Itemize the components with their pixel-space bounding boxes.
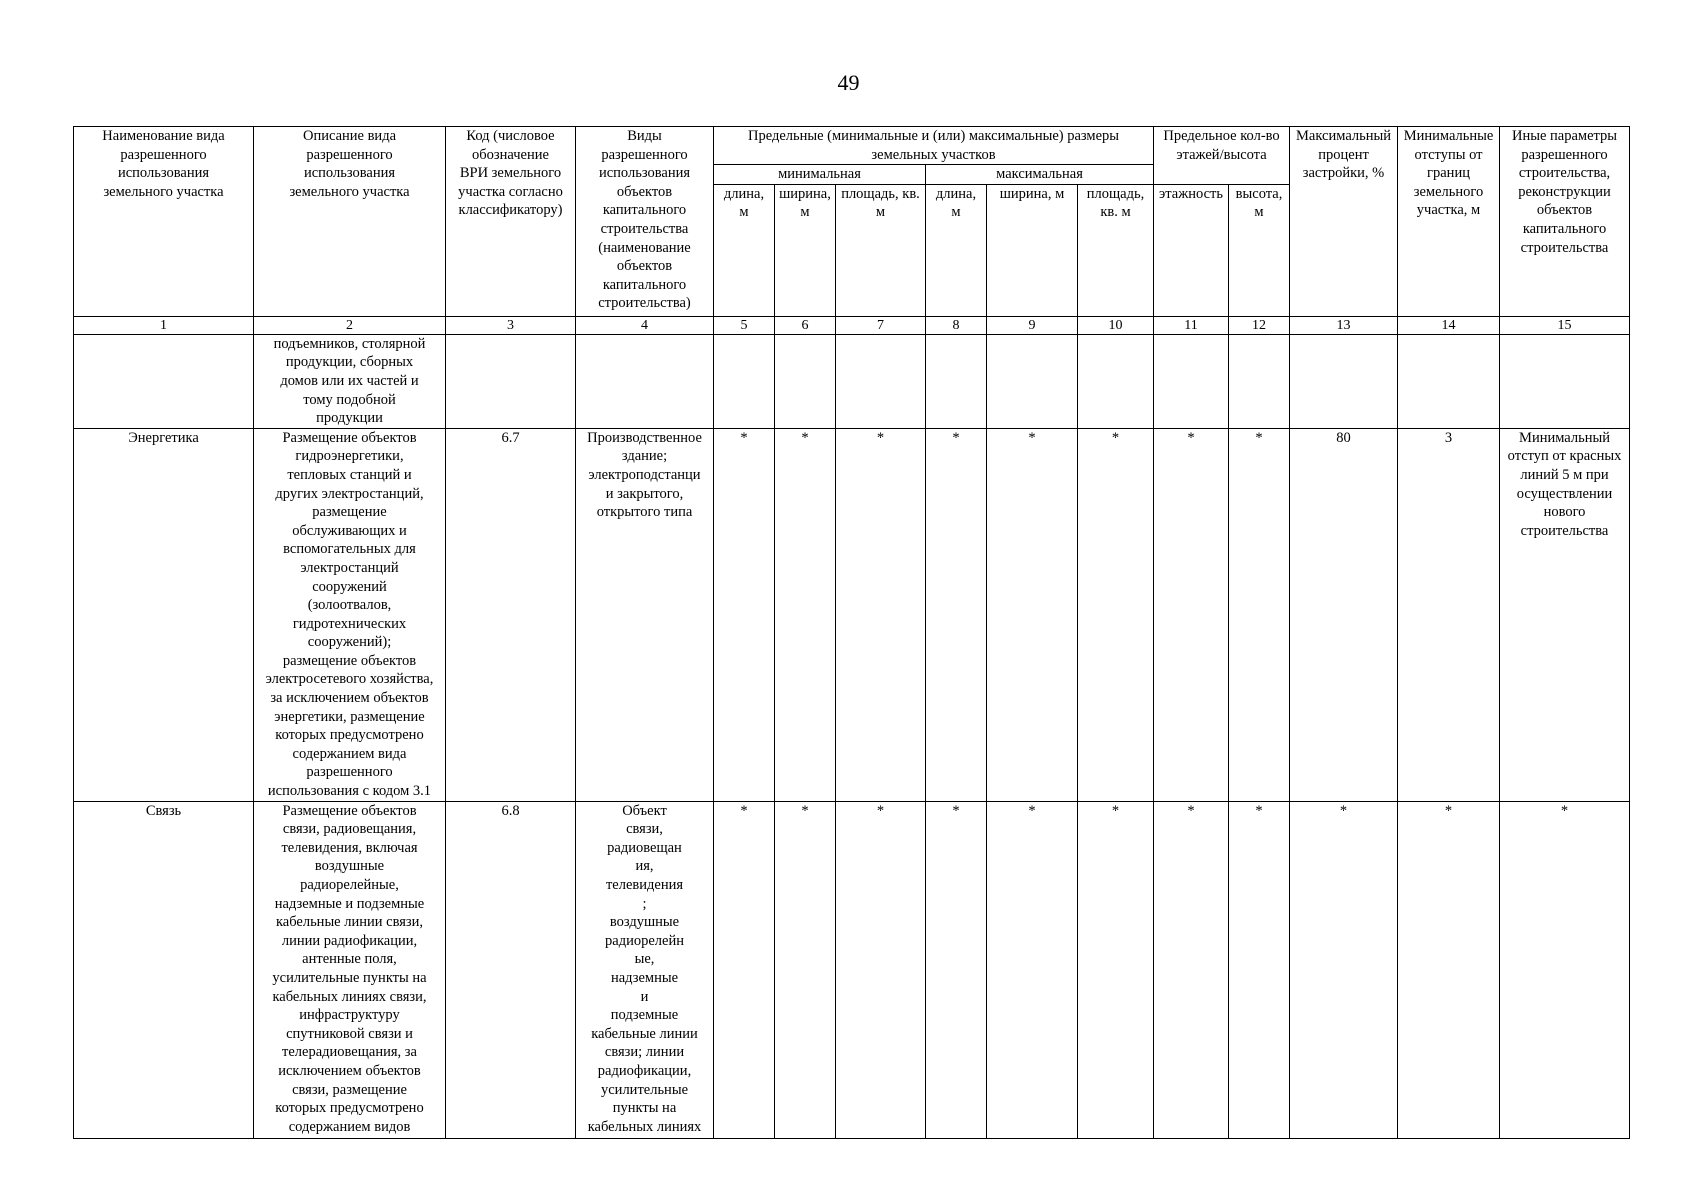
cell-min-area: *: [836, 428, 926, 801]
cell-floors: [1154, 334, 1229, 428]
cell-construction-types: [576, 334, 714, 428]
cell-max-coverage: 80: [1290, 428, 1398, 801]
column-number-row: [74, 316, 1630, 334]
column-number: 13: [1290, 316, 1398, 334]
cell-construction-types: Производственное здание; электроподстанци и закрытого, открытого типа: [576, 428, 714, 801]
cell-code: 6.8: [446, 801, 576, 1138]
cell-min-length: *: [714, 428, 775, 801]
header-floors: этажность: [1154, 184, 1229, 316]
header-maximum: максимальная: [926, 165, 1154, 185]
column-number: 15: [1500, 316, 1630, 334]
column-number: 14: [1398, 316, 1500, 334]
cell-other-parameters: Минимальный отступ от красных линий 5 м при осуществлении нового строительства: [1500, 428, 1630, 801]
table-row-svyaz: [74, 801, 1630, 1138]
cell-min-width: *: [775, 428, 836, 801]
cell-use-name: [74, 334, 254, 428]
cell-other-parameters: [1500, 334, 1630, 428]
cell-min-setbacks: 3: [1398, 428, 1500, 801]
cell-code: 6.7: [446, 428, 576, 801]
column-number: 4: [576, 316, 714, 334]
cell-min-area: *: [836, 801, 926, 1138]
column-number: 12: [1229, 316, 1290, 334]
header-min-area: площадь, кв. м: [836, 184, 926, 316]
cell-height: *: [1229, 801, 1290, 1138]
column-number: 9: [987, 316, 1078, 334]
cell-min-setbacks: [1398, 334, 1500, 428]
land-use-table: [73, 126, 1630, 1139]
cell-height: [1229, 334, 1290, 428]
cell-max-width: *: [987, 428, 1078, 801]
header-min-setbacks: Минимальные отступы от границ земельного участка, м: [1398, 127, 1500, 317]
cell-height: *: [1229, 428, 1290, 801]
header-use-name: Наименование вида разрешенного использования земельного участка: [74, 127, 254, 317]
cell-max-length: *: [926, 428, 987, 801]
cell-max-area: *: [1078, 428, 1154, 801]
cell-max-width: *: [987, 801, 1078, 1138]
header-min-length: длина, м: [714, 184, 775, 316]
cell-max-length: *: [926, 801, 987, 1138]
header-code: Код (числовое обозначение ВРИ земельного участка согласно классификатору): [446, 127, 576, 317]
column-number: 5: [714, 316, 775, 334]
column-number: 11: [1154, 316, 1229, 334]
cell-max-area: [1078, 334, 1154, 428]
header-construction-types: Виды разрешенного использования объектов капитального строительства (наименование объектов капитального строительства): [576, 127, 714, 317]
cell-use-description: Размещение объектов связи, радиовещания, телевидения, включая воздушные радиорелейные, надземные и подземные кабельные линии связи, линии радиофикации, антенные поля, усилительные пункты на кабельных линиях связи, инфраструктуру спутниковой связи и телерадиовещания, за исключением объектов связи, размещение которых предусмотрено содержанием видов: [254, 801, 446, 1138]
header-min-width: ширина, м: [775, 184, 836, 316]
header-use-description: Описание вида разрешенного использования земельного участка: [254, 127, 446, 317]
header-max-width: ширина, м: [987, 184, 1078, 316]
header-max-area: площадь, кв. м: [1078, 184, 1154, 316]
column-number: 8: [926, 316, 987, 334]
header-floors-height: Предельное кол-во этажей/высота: [1154, 127, 1290, 185]
cell-use-description: Размещение объектов гидроэнергетики, тепловых станций и других электростанций, размещение обслуживающих и вспомогательных для электростанций сооружений (золоотвалов, гидротехнических сооружений); размещение объектов электросетевого хозяйства, за исключением объектов энергетики, размещение которых предусмотрено содержанием вида разрешенного использования с кодом 3.1: [254, 428, 446, 801]
cell-max-area: *: [1078, 801, 1154, 1138]
header-plot-size-limits: Предельные (минимальные и (или) максимальные) размеры земельных участков: [714, 127, 1154, 165]
cell-construction-types: Объект связи, радиовещан ия, телевидения ; воздушные радиорелейн ые, надземные и подземные кабельные линии связи; линии радиофикации, усилительные пункты на кабельных линиях: [576, 801, 714, 1138]
cell-min-area: [836, 334, 926, 428]
cell-other-parameters: *: [1500, 801, 1630, 1138]
cell-use-name: Связь: [74, 801, 254, 1138]
header-row-1: [74, 127, 1630, 165]
page-number: 49: [837, 70, 860, 95]
cell-min-setbacks: *: [1398, 801, 1500, 1138]
cell-max-coverage: *: [1290, 801, 1398, 1138]
column-number: 1: [74, 316, 254, 334]
column-number: 7: [836, 316, 926, 334]
column-number: 2: [254, 316, 446, 334]
cell-floors: *: [1154, 428, 1229, 801]
cell-max-width: [987, 334, 1078, 428]
cell-max-coverage: [1290, 334, 1398, 428]
cell-min-length: *: [714, 801, 775, 1138]
column-number: 3: [446, 316, 576, 334]
header-other-parameters: Иные параметры разрешенного строительства, реконструкции объектов капитального строительства: [1500, 127, 1630, 317]
cell-use-name: Энергетика: [74, 428, 254, 801]
cell-floors: *: [1154, 801, 1229, 1138]
column-number: 10: [1078, 316, 1154, 334]
header-minimum: минимальная: [714, 165, 926, 185]
cell-code: [446, 334, 576, 428]
header-max-length: длина, м: [926, 184, 987, 316]
column-number: 6: [775, 316, 836, 334]
header-height: высота, м: [1229, 184, 1290, 316]
header-max-coverage: Максимальный процент застройки, %: [1290, 127, 1398, 317]
cell-min-length: [714, 334, 775, 428]
cell-use-description: подъемников, столярной продукции, сборных домов или их частей и тому подобной продукции: [254, 334, 446, 428]
cell-min-width: [775, 334, 836, 428]
cell-min-width: *: [775, 801, 836, 1138]
table-row-continuation: [74, 334, 1630, 428]
table-row-energetika: [74, 428, 1630, 801]
cell-max-length: [926, 334, 987, 428]
